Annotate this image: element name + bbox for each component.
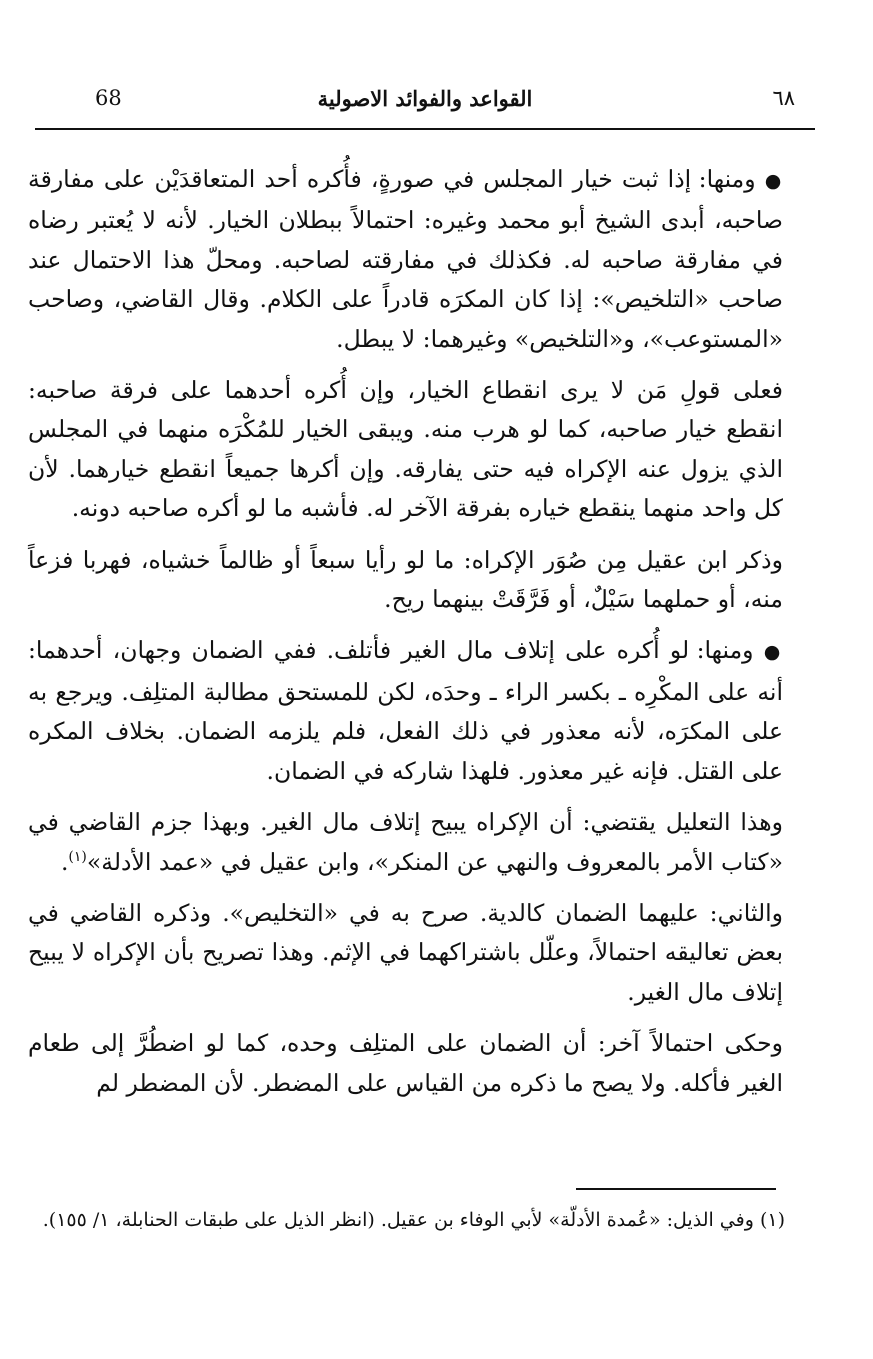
paragraph-text: ومنها: لو أُكره على إتلاف مال الغير فأتلف. ففي الضمان وجهان، أحدهما: أنه على المكْرِه ـ بكسر الراء ـ وحدَه، لكن للمستحق مطالبة المتلِف. ويرجع به على المكرَه، لأنه معذور في ذلك الفعل، فلم يلزمه الضمان. بخلاف المكره على القتل. فإنه غير معذور. فلهذا شاركه في الضمان.: [28, 636, 783, 785]
paragraph: [28, 803, 783, 882]
page-header: [35, 86, 815, 122]
paragraph: فعلى قولِ مَن لا يرى انقطاع الخيار، وإن أُكره أحدهما على فرقة صاحبه: انقطع خيار صاحبه، كما لو هرب منه. ويبقى الخيار للمُكْرَه منهما في المجلس الذي يزول عنه الإكراه فيه حتى يفارقه. وإن أكرها جميعاً انقطع خيارهما. لأن كل واحد منهما ينقطع خياره بفرقة الآخر له. فأشبه ما لو أكره صاحبه دونه.: [28, 376, 783, 523]
paragraph: [28, 160, 783, 359]
footnote-rule: [576, 1188, 776, 1190]
footnote-text: (١) وفي الذيل: «عُمدة الأدلّة» لأبي الوفاء بن عقيل. (انظر الذيل على طبقات الحنابلة، ١/ ١٥٥).: [42, 1209, 785, 1231]
paragraph: [28, 631, 783, 791]
paragraph: والثاني: عليهما الضمان كالدية. صرح به في «التخليص». وذكره القاضي في بعض تعاليقه احتمالاً، وعلّل باشتراكهما في الإثم. وهذا تصريح بأن الإكراه لا يبيح إتلاف مال الغير.: [28, 898, 783, 1006]
header-rule: [35, 128, 815, 130]
footnote: [25, 1205, 785, 1235]
bullet-icon: ●: [763, 641, 783, 664]
paragraph: وذكر ابن عقيل مِن صُوَر الإكراه: ما لو رأيا سبعاً أو ظالماً خشياه، فهربا فزعاً منه، أو حملهما سَيْلٌ، أو فَرَّقَتْ بينهما ريح.: [28, 545, 783, 614]
paragraph-text: وهذا التعليل يقتضي: أن الإكراه يبيح إتلاف مال الغير. وبهذا جزم القاضي في «كتاب الأمر بالمعروف والنهي عن المنكر»، وابن عقيل في «عمد الأدلة»: [28, 808, 783, 876]
paragraph: وحكى احتمالاً آخر: أن الضمان على المتلِف وحده، كما لو اضطُرَّ إلى طعام الغير فأكله. ولا يصح ما ذكره من القياس على المضطر. لأن المضطر لم: [28, 1029, 783, 1097]
main-text: [28, 160, 783, 1115]
page-number-latin: 68: [95, 86, 122, 110]
page-number-arabic: ٦٨: [772, 86, 795, 110]
bullet-icon: ●: [764, 170, 783, 192]
running-title: القواعد والفوائد الاصولية: [317, 86, 533, 111]
footnote-marker: (١): [68, 848, 87, 865]
paragraph-end: .: [60, 847, 69, 876]
paragraph-text: ومنها: إذا ثبت خيار المجلس في صورةٍ، فأُكره أحد المتعاقدَيْن على مفارقة صاحبه، أبدى الشيخ أبو محمد وغيره: احتمالاً ببطلان الخيار. لأنه لا يُعتبر رضاه في مفارقة صاحبه له. فكذلك في مفارقته لصاحبه. ومحلّ هذا الاحتمال عند صاحب «التلخيص»: إذا كان المكرَه قادراً على الكلام. وقال القاضي، وصاحب «المستوعب»، و«التلخيص» وغيرهما: لا يبطل.: [28, 165, 783, 353]
